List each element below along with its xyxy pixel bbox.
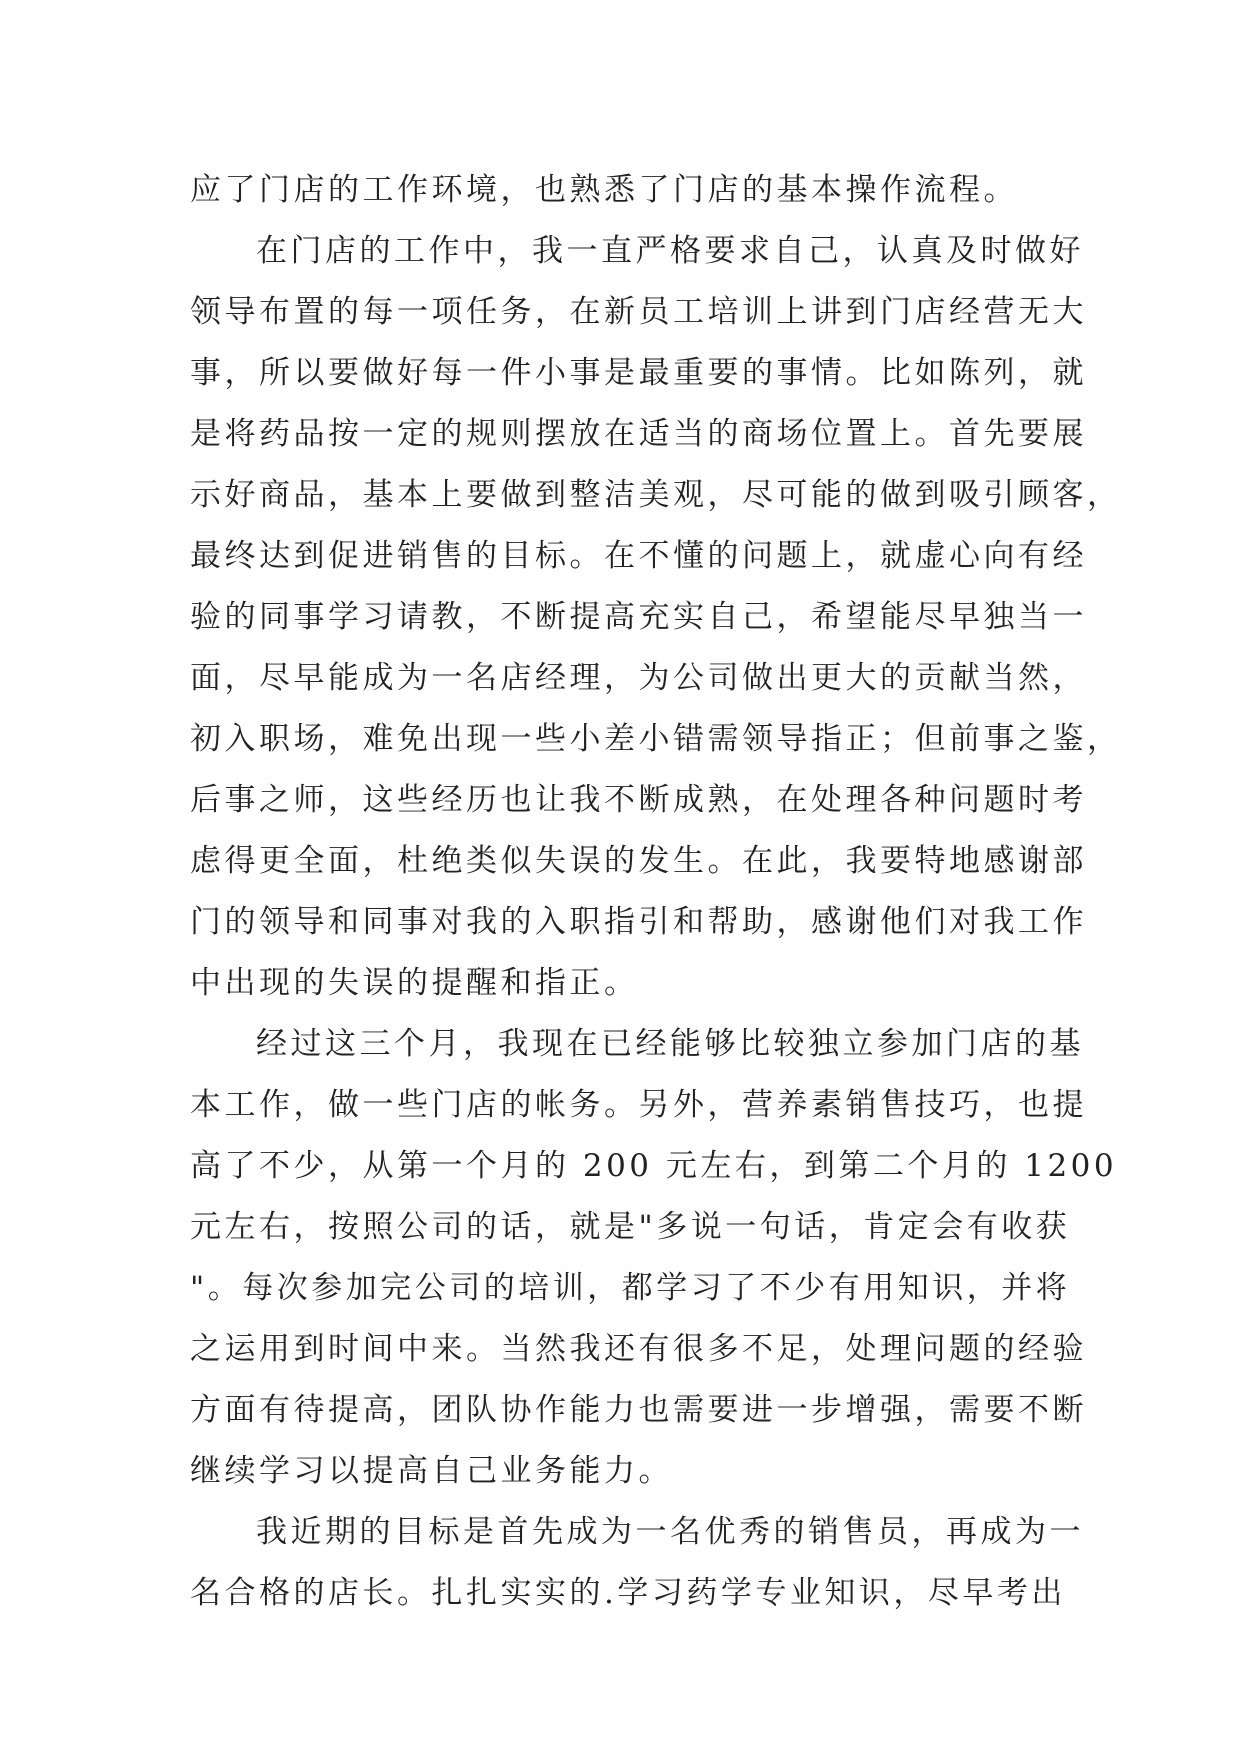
text-line: 之运用到时间中来。当然我还有很多不足，处理问题的经验 xyxy=(190,1331,1087,1367)
text-line: 名合格的店长。扎扎实实的.学习药学专业知识，尽早考出 xyxy=(190,1575,1066,1611)
text-line: 验的同事学习请教，不断提高充实自己，希望能尽早独当一 xyxy=(190,599,1087,635)
text-line: 方面有待提高，团队协作能力也需要进一步增强，需要不断 xyxy=(190,1392,1087,1428)
text-line: 虑得更全面，杜绝类似失误的发生。在此，我要特地感谢部 xyxy=(190,843,1087,879)
text-line: 本工作，做一些门店的帐务。另外，营养素销售技巧，也提 xyxy=(190,1087,1087,1123)
text-line: 领导布置的每一项任务，在新员工培训上讲到门店经营无大 xyxy=(190,294,1087,330)
text-line: 面，尽早能成为一名店经理，为公司做出更大的贡献当然， xyxy=(190,660,1087,696)
text-line: 中出现的失误的提醒和指正。 xyxy=(190,965,639,1001)
text-line: "。每次参加完公司的培训，都学习了不少有用知识，并将 xyxy=(190,1270,1071,1306)
text-line: 是将药品按一定的规则摆放在适当的商场位置上。首先要展 xyxy=(190,416,1087,452)
text-line: 元左右，按照公司的话，就是"多说一句话，肯定会有收获 xyxy=(190,1209,1071,1245)
document-body xyxy=(190,160,1122,1624)
text-line: 最终达到促进销售的目标。在不懂的问题上，就虚心向有经 xyxy=(190,538,1087,574)
text-line: 示好商品，基本上要做到整洁美观，尽可能的做到吸引顾客， xyxy=(190,477,1122,513)
paragraph-start-line: 在门店的工作中，我一直严格要求自己，认真及时做好 xyxy=(256,233,1084,269)
text-line: 门的领导和同事对我的入职指引和帮助，感谢他们对我工作 xyxy=(190,904,1087,940)
text-line: 事，所以要做好每一件小事是最重要的事情。比如陈列，就 xyxy=(190,355,1087,391)
text-line: 后事之师，这些经历也让我不断成熟，在处理各种问题时考 xyxy=(190,782,1087,818)
text-line: 高了不少，从第一个月的 200 元左右，到第二个月的 1200 xyxy=(190,1148,1118,1184)
paragraph-start-line: 我近期的目标是首先成为一名优秀的销售员，再成为一 xyxy=(256,1514,1084,1550)
text-line: 初入职场，难免出现一些小差小错需领导指正；但前事之鉴， xyxy=(190,721,1122,757)
text-line: 继续学习以提高自己业务能力。 xyxy=(190,1453,673,1489)
paragraph-start-line: 经过这三个月，我现在已经能够比较独立参加门店的基 xyxy=(256,1026,1084,1062)
text-line: 应了门店的工作环境，也熟悉了门店的基本操作流程。 xyxy=(190,172,1018,208)
